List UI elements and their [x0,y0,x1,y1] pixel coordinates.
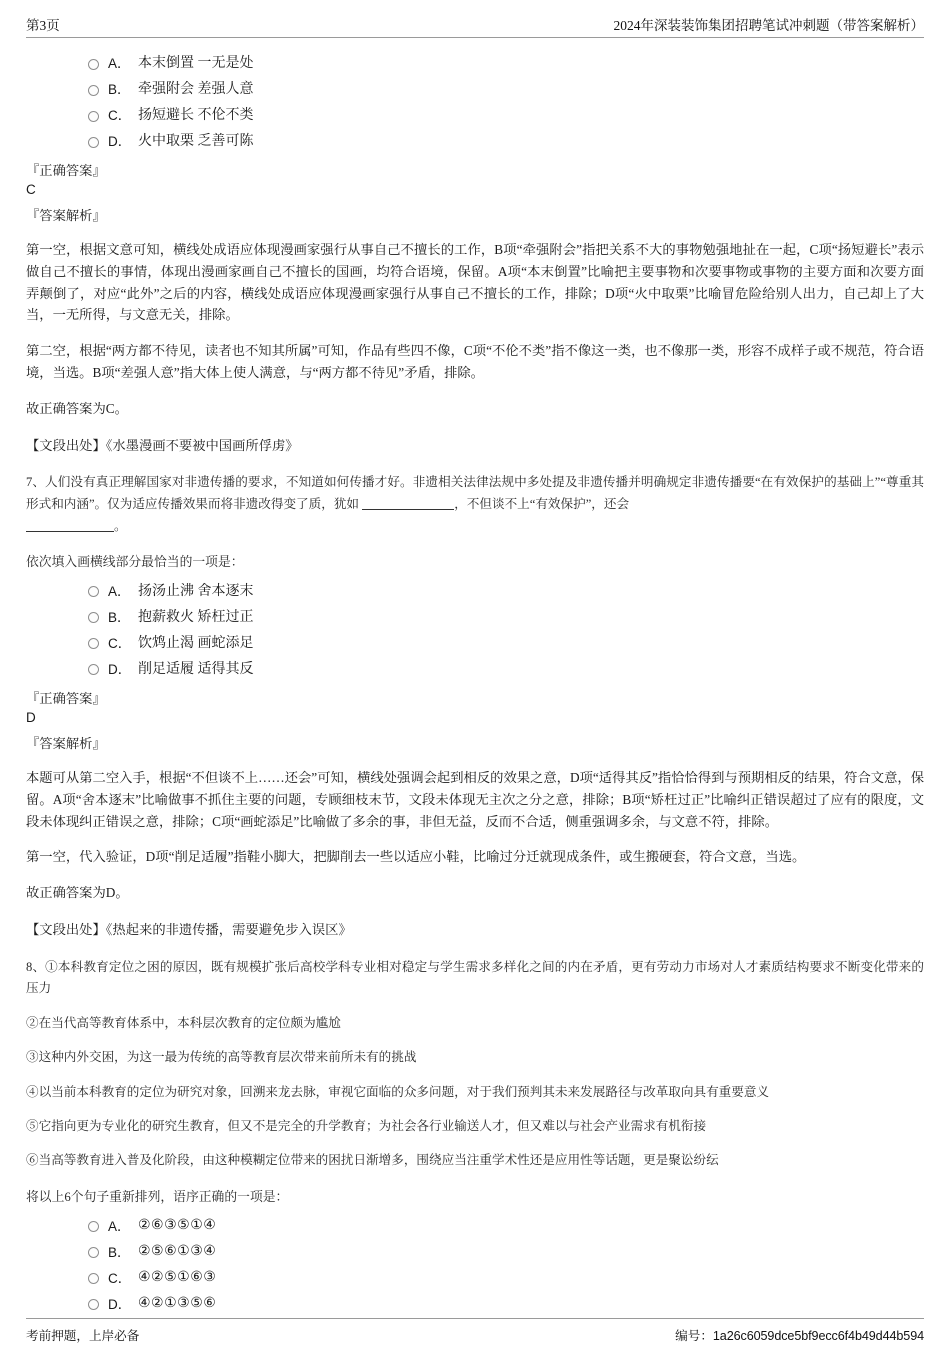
q6-option-d[interactable] [88,129,924,155]
footer-id [675,1325,924,1344]
option-text: ②⑥③⑤①④ [138,1218,217,1234]
q7-analysis-paragraph-2: 第一空，代入验证，D项“削足适履”指鞋小脚大，把脚削去一些以适应小鞋，比喻过分迁就现成条件，或生搬硬套，符合文意，当选。 [26,849,806,865]
q8-option-a[interactable] [88,1214,924,1240]
footer-id-label: 编号： [675,1328,713,1343]
radio-icon[interactable] [88,1221,99,1232]
q8-item-4: ④以当前本科教育的定位为研究对象，回溯来龙去脉，审视它面临的众多问题，对于我们预判其未来发展路径与改革取向具有重要意义 [26,1084,770,1099]
document-content [26,38,924,1318]
radio-icon[interactable] [88,59,99,70]
q8-option-d[interactable] [88,1292,924,1318]
q7-stem [26,472,924,537]
option-text: 削足适履 适得其反 [138,661,254,677]
q6-conclusion: 故正确答案为C。 [26,400,128,416]
option-text: 抱薪救火 矫枉过正 [138,609,254,625]
q7-option-b[interactable] [88,605,924,631]
q7-stem-part-3: 。 [114,518,127,533]
option-text: 牵强附会 差强人意 [138,81,254,97]
option-text: 扬短避长 不伦不类 [138,107,254,123]
q8-item-1: 8、①本科教育定位之困的原因，既有规模扩张后高校学科专业相对稳定与学生需求多样化之间的内在矛盾，更有劳动力市场对人才素质结构要求不断变化带来的压力 [26,959,924,996]
q6-analysis-paragraph-1: 第一空，根据文意可知，横线处成语应体现漫画家强行从事自己不擅长的工作，B项“牵强附会”指把关系不大的事物勉强地扯在一起，C项“扬短避长”表示做自己不擅长的事情，体现出漫画家画自己不擅长的国画，均符合语境，保留。A项“本末倒置”比喻把主要事物和次要事物或事物的主要方面和次要方面弄颠倒了，对应“此外”之后的内容，横线处成语应体现漫画家强行从事自己不擅长的工作，排除；D项“火中取栗”比喻冒危险给别人出力，自己却上了大当，一无所得，与文意无关，排除。 [26,242,924,323]
radio-icon[interactable] [88,664,99,675]
q8-options-list [26,1214,924,1318]
radio-icon[interactable] [88,586,99,597]
q7-correct-answer-value: D [26,710,36,726]
q6-option-a[interactable] [88,51,924,77]
radio-icon[interactable] [88,612,99,623]
option-text: ④②①③⑤⑥ [138,1296,217,1312]
q7-correct-answer-label: 『正确答案』 [26,690,106,706]
q7-source-line: 【文段出处】《热起来的非遗传播，需要避免步入误区》 [26,921,352,937]
q7-options-list [26,579,924,683]
q6-analysis-label: 『答案解析』 [26,207,106,223]
q7-question-prompt: 依次填入画横线部分最恰当的一项是： [26,555,244,570]
option-text: 火中取栗 乏善可陈 [138,133,254,149]
option-text: 饮鸩止渴 画蛇添足 [138,635,254,651]
radio-icon[interactable] [88,1273,99,1284]
q6-option-c[interactable] [88,103,924,129]
q6-options-list [26,51,924,155]
q7-conclusion: 故正确答案为D。 [26,885,129,901]
option-letter: B． [108,1244,131,1260]
q7-blank-2 [26,531,114,532]
page-number-label: 第3页 [26,18,60,33]
option-letter: C． [108,1270,132,1286]
q7-option-a[interactable] [88,579,924,605]
option-letter: D． [108,661,132,677]
option-text: ④②⑤①⑥③ [138,1270,217,1286]
radio-icon[interactable] [88,1299,99,1310]
page-header [26,14,924,38]
q7-stem-part-2: ，不但谈不上“有效保护”，还会 [454,496,630,511]
q7-stem-part-1: 7、人们没有真正理解国家对非遗传播的要求，不知道如何传播才好。非遗相关法律法规中多处提及非遗传播并明确规定非遗传播要“在有效保护的基础上”“尊重其形式和内涵”。仅为适应传播效果而将非遗改得变了质，犹如 [26,475,924,511]
q8-item-2: ②在当代高等教育体系中，本科层次教育的定位颇为尴尬 [26,1015,341,1030]
q8-item-5: ⑤它指向更为专业化的研究生教育，但又不是完全的升学教育；为社会各行业输送人才，但又难以与社会产业需求有机衔接 [26,1119,707,1134]
option-letter: A． [108,1218,131,1234]
q6-source-line: 【文段出处】《水墨漫画不要被中国画所俘虏》 [26,437,299,453]
document-title: 2024年深装装饰集团招聘笔试冲刺题（带答案解析） [613,18,924,33]
q8-option-c[interactable] [88,1266,924,1292]
option-letter: A． [108,583,131,599]
q7-blank-1 [362,509,454,510]
q7-analysis-label: 『答案解析』 [26,735,106,751]
option-letter: C． [108,635,132,651]
q6-analysis-paragraph-2: 第二空，根据“两方都不待见，读者也不知其所属”可知，作品有些四不像，C项“不伦不类”指不像这一类，也不像那一类，形容不成样子或不规范，符合语境，当选。B项“差强人意”指大体上使人满意，与“两方都不待见”矛盾，排除。 [26,343,924,381]
q6-option-b[interactable] [88,77,924,103]
radio-icon[interactable] [88,85,99,96]
q7-option-c[interactable] [88,631,924,657]
footer-slogan: 考前押题，上岸必备 [26,1328,140,1343]
option-text: 扬汤止沸 舍本逐末 [138,583,254,599]
option-letter: A． [108,56,131,72]
radio-icon[interactable] [88,1247,99,1258]
radio-icon[interactable] [88,638,99,649]
option-letter: B． [108,609,131,625]
option-letter: C． [108,108,132,124]
q8-item-6: ⑥当高等教育进入普及化阶段，由这种模糊定位带来的困扰日渐增多，围绕应当注重学术性还是应用性等话题，更是聚讼纷纭 [26,1153,719,1168]
q6-correct-answer-value: C [26,182,36,198]
q7-option-d[interactable] [88,657,924,683]
option-letter: D． [108,1296,132,1312]
footer-id-value: 1a26c6059dce5bf9ecc6f4b49d44b594 [712,1328,924,1343]
q8-option-b[interactable] [88,1240,924,1266]
option-letter: D． [108,134,132,150]
radio-icon[interactable] [88,111,99,122]
option-text: ②⑤⑥①③④ [138,1244,217,1260]
q6-correct-answer-label: 『正确答案』 [26,163,106,178]
q7-analysis-paragraph-1: 本题可从第二空入手，根据“不但谈不上……还会”可知，横线处强调会起到相反的效果之意，D项“适得其反”指恰恰得到与预期相反的结果，符合文意，保留。A项“舍本逐末”比喻做事不抓住主要的问题，专顾细枝末节，文段未体现无主次之分之意，排除；B项“矫枉过正”比喻纠正错误超过了应有的限度，文段未体现纠正错误之意，排除；C项“画蛇添足”比喻做了多余的事，非但无益，反而不合适，侧重强调多余，与文意不符，排除。 [26,769,924,829]
q8-question-prompt: 将以上6个句子重新排列，语序正确的一项是： [26,1189,289,1204]
radio-icon[interactable] [88,137,99,148]
page-footer [26,1318,924,1344]
option-letter: B． [108,82,131,98]
option-text: 本末倒置 一无是处 [138,55,254,71]
q8-item-3: ③这种内外交困，为这一最为传统的高等教育层次带来前所未有的挑战 [26,1050,417,1065]
